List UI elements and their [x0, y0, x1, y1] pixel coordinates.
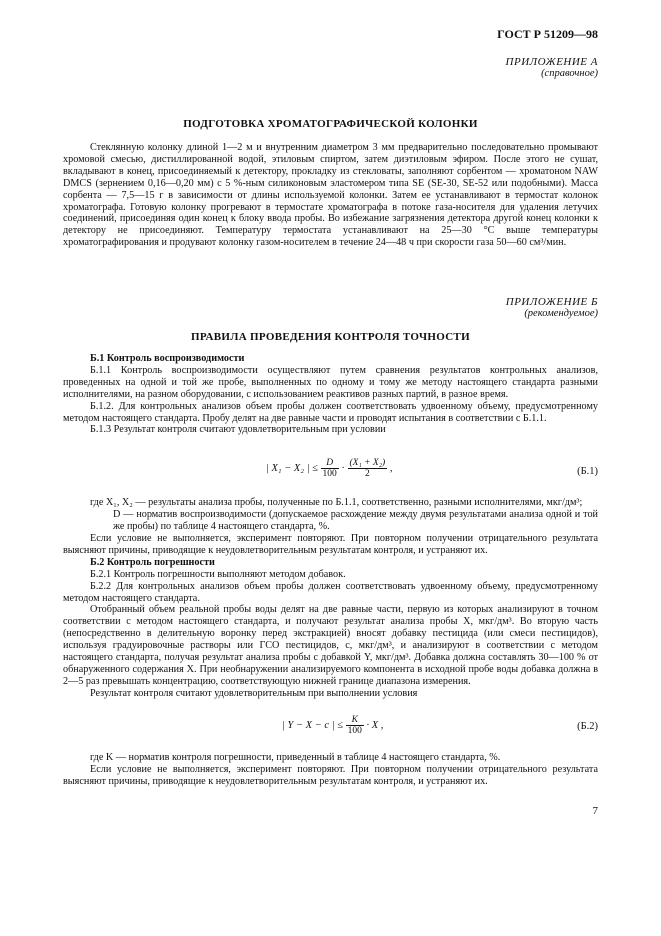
formula-b1-fraction-d	[321, 458, 339, 479]
appendix-a-body	[63, 142, 598, 249]
formula-b1-expression	[266, 458, 392, 479]
appendix-a-note: (справочное)	[541, 68, 598, 79]
formula-b2-fraction	[346, 715, 364, 736]
formula-b2-left: | Y − X − c | ≤	[282, 719, 343, 731]
clause-b13: Б.1.3 Результат контроля считают удовлетворительным при условии	[90, 424, 386, 436]
b2-failure-note: Если условие не выполняется, эксперимент повторяют. При повторном получении отрицательного результата выясняют причины, приводящие к неудовлетворительным результатам контроля, и устраняют их.	[63, 763, 598, 787]
appendix-b-title: ПРАВИЛА ПРОВЕДЕНИЯ КОНТРОЛЯ ТОЧНОСТИ	[191, 331, 470, 343]
formula-b1-frac1-bottom: 100	[322, 469, 337, 479]
section-b2	[63, 533, 598, 700]
clause-b22: Б.2.2 Для контрольных анализов объем пробы должен соответствовать удвоенному объему, предусмотренному методом настоящего стандарта.	[63, 580, 598, 604]
clause-b21: Б.2.1 Контроль погрешности выполняют методом добавок.	[90, 568, 346, 580]
section-b2-end	[63, 752, 598, 788]
formula-b1-frac2-bottom: 2	[364, 469, 370, 479]
appendix-b-label-block	[506, 296, 598, 320]
formula-b2-frac-top: K	[346, 715, 364, 726]
section-b1-heading: Б.1 Контроль воспроизводимости	[90, 353, 245, 364]
page-number: 7	[592, 805, 598, 817]
formula-b1-frac1-top: D	[321, 458, 339, 469]
formula-b1-end: ,	[389, 462, 393, 474]
appendix-b-label: ПРИЛОЖЕНИЕ Б	[505, 296, 598, 308]
section-b1	[63, 353, 598, 436]
formula-b1-legend	[90, 497, 598, 533]
formula-b1	[63, 452, 598, 490]
clause-b2-procedure: Отобранный объем реальной пробы воды делят на две равные части, первую из которых анализируют в точном соответствии с методом настоящего стандарта, и получают результат анализа пробы X, мкг/дм³. Во вторую часть (непосредственно в делительную воронку перед экстракцией) вносят добавку пестицида (или смеси пестицидов), используя градуировочные растворы или ГСО пестицидов, c, мкг/дм³, и анализируют в соответствии с методом настоящего стандарта, получая результат анализа пробы с добавкой Y, мкг/дм³. Добавка должна составлять 30—100 % от обнаруженного содержания X. При необнаружении анализируемого компонента в исходной пробе воды добавка должна в 2—5 раз превышать концентрацию, соответствующую нижней границе диапазона измерения.	[63, 604, 598, 687]
formula-b1-fraction-mean	[348, 458, 388, 479]
appendix-a-label-block	[506, 56, 598, 80]
formula-b1-number: (Б.1)	[577, 466, 598, 477]
appendix-a-label: ПРИЛОЖЕНИЕ А	[505, 56, 598, 68]
formula-b1-left: | X₁ − X₂ | ≤	[266, 462, 318, 474]
appendix-b-note: (рекомендуемое)	[524, 308, 598, 319]
standard-number: ГОСТ Р 51209—98	[497, 27, 598, 41]
clause-b11: Б.1.1 Контроль воспроизводимости осуществляют путем сравнения результатов контрольных анализов, проведенных на одной и той же пробе, выполненных по одному и тому же методу настоящего стандарта разными исполнителями, на разном оборудовании, с использованием реактивов разных партий, в разное время.	[63, 364, 598, 400]
formula-b2-right: · X ,	[366, 719, 384, 731]
legend-x1-x2: где X₁, X₂ — результаты анализа пробы, полученные по Б.1.1, соответственно, разными исполнителями, мкг/дм³;	[90, 497, 583, 508]
section-b2-heading: Б.2 Контроль погрешности	[90, 556, 215, 568]
legend-d: D — норматив воспроизводимости (допускаемое расхождение между двумя результатами анализа одной и той же пробы) по таблице 4 настоящего стандарта, %.	[113, 508, 598, 532]
b1-failure-note: Если условие не выполняется, эксперимент повторяют. При повторном получении отрицательного результата выясняют причины, приводящие к неудовлетворительным результатам контроля, и устраняют их.	[63, 533, 598, 556]
formula-b2-frac-bottom: 100	[347, 726, 362, 736]
formula-b2	[63, 711, 598, 745]
formula-b2-number: (Б.2)	[577, 721, 598, 732]
clause-b2-condition: Результат контроля считают удовлетворительным при выполнении условия	[90, 687, 418, 699]
formula-b1-dot: ·	[341, 462, 345, 474]
formula-b1-frac2-top: (X₁ + X₂)	[349, 458, 386, 468]
appendix-a-paragraph: Стеклянную колонку длиной 1—2 м и внутренним диаметром 3 мм предварительно последовательно промывают хромовой смесью, дистиллированной водой, этиловым спиртом, затем диэтиловым эфиром. После этого не сушат, вкладывают в конец, присоединяемый к детектору, прокладку из стекловаты, заполняют сорбентом — хроматоном NAW DMCS (зернением 0,16—0,20 мм) с 5 %-ным силиконовым эластомером типа SE (SE-30, SE-52 или подобными). Масса сорбента — 7,5—15 г в зависимости от длины используемой колонки. Затем ее устанавливают в термостат колонок хроматографа. Готовую колонку прогревают в термостате хроматографа в потоке газа-носителя для удаления летучих соединений, присоединяя один конец к блоку ввода пробы. Во избежание загрязнения детектора другой конец колонки к детектору не присоединяют. Температуру термостата устанавливают на 25—30 °С выше температуры хроматографирования и продувают колонку газом-носителем в течение 24—48 ч при скорости газа 50—60 см³/мин.	[63, 142, 598, 249]
clause-b12: Б.1.2. Для контрольных анализов объем пробы должен соответствовать удвоенному объему, предусмотренному методом настоящего стандарта. Пробу делят на две равные части и проводят испытания в соответствии с Б.1.1.	[63, 400, 598, 424]
formula-b2-legend: где K — норматив контроля погрешности, приведенный в таблице 4 настоящего стандарта, %.	[90, 752, 501, 763]
formula-b2-expression	[282, 715, 383, 736]
appendix-a-title: ПОДГОТОВКА ХРОМАТОГРАФИЧЕСКОЙ КОЛОНКИ	[183, 118, 478, 130]
